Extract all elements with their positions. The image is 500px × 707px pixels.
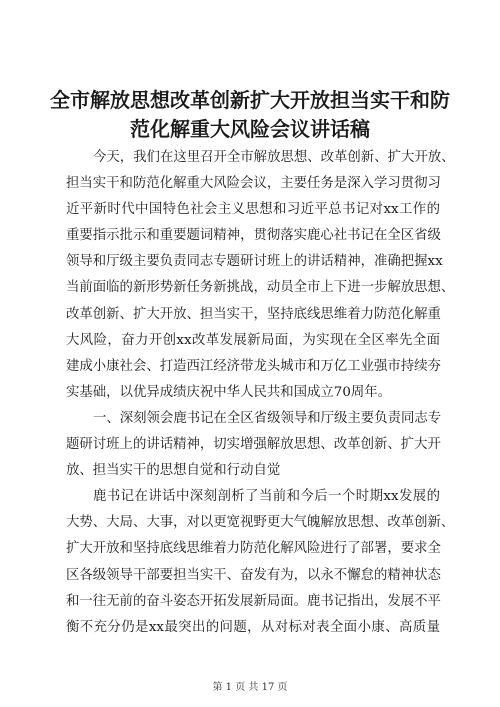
body-line: 鹿书记在讲话中深刻剖析了当前和今后一个时期xx发展的 xyxy=(93,489,440,505)
body-line: 大风险，奋力开创xx改革发展新局面，为实现在全区率先全面 xyxy=(66,332,440,348)
body-line: 区各级领导干部要担当实干、奋发有为，以永不懈怠的精神状态 xyxy=(66,567,441,583)
body-line: 扩大开放和坚持底线思维着力防范化解风险进行了部署，要求全 xyxy=(66,541,441,557)
section-heading-line: 题研讨班上的讲话精神，切实增强解放思想、改革创新、扩大开 xyxy=(66,437,441,453)
body-line: 当前面临的新形势新任务新挑战，动员全市上下进一步解放思想、 xyxy=(66,280,455,296)
title-line-1: 全市解放思想改革创新扩大开放担当实干和防 xyxy=(50,88,450,112)
title-line-2: 范化解重大风险会议讲话稿 xyxy=(130,117,370,141)
body-line: 重要指示批示和重要题词精神，贯彻落实鹿心社书记在全区省级 xyxy=(66,228,441,244)
body-line: 改革创新、扩大开放、担当实干，坚持底线思维着力防范化解重 xyxy=(66,306,441,322)
body-line: 担当实干和防范化解重大风险会议，主要任务是深入学习贯彻习 xyxy=(66,176,441,192)
page-number-footer: 第 1 页 共 17 页 xyxy=(212,682,288,693)
body-line: 今天，我们在这里召开全市解放思想、改革创新、扩大开放、 xyxy=(93,150,455,165)
section-heading-line: 放、担当实干的思想自觉和行动自觉 xyxy=(66,463,281,479)
body-line: 近平新时代中国特色社会主义思想和习近平总书记对xx工作的 xyxy=(66,202,440,218)
body-line: 衡不充分仍是xx最突出的问题，从对标对表全面小康、高质量 xyxy=(66,619,440,635)
section-heading-line: 一、深刻领会鹿书记在全区省级领导和厅级主要负责同志专 xyxy=(93,410,442,426)
body-line: 领导和厅级主要负责同志专题研讨班上的讲话精神，准确把握xx xyxy=(66,254,443,270)
body-line: 大势、大局、大事，对以更宽视野更大气魄解放思想、改革创新、 xyxy=(66,515,455,531)
body-line: 建成小康社会、打造西江经济带龙头城市和万亿工业强市持续夯 xyxy=(66,358,441,374)
document-body xyxy=(66,145,455,641)
document-title xyxy=(40,86,460,144)
body-line: 实基础，以优异成绩庆祝中华人民共和国成立70周年。 xyxy=(66,384,392,400)
body-line: 和一往无前的奋斗姿态开拓发展新局面。鹿书记指出，发展不平 xyxy=(66,593,441,609)
